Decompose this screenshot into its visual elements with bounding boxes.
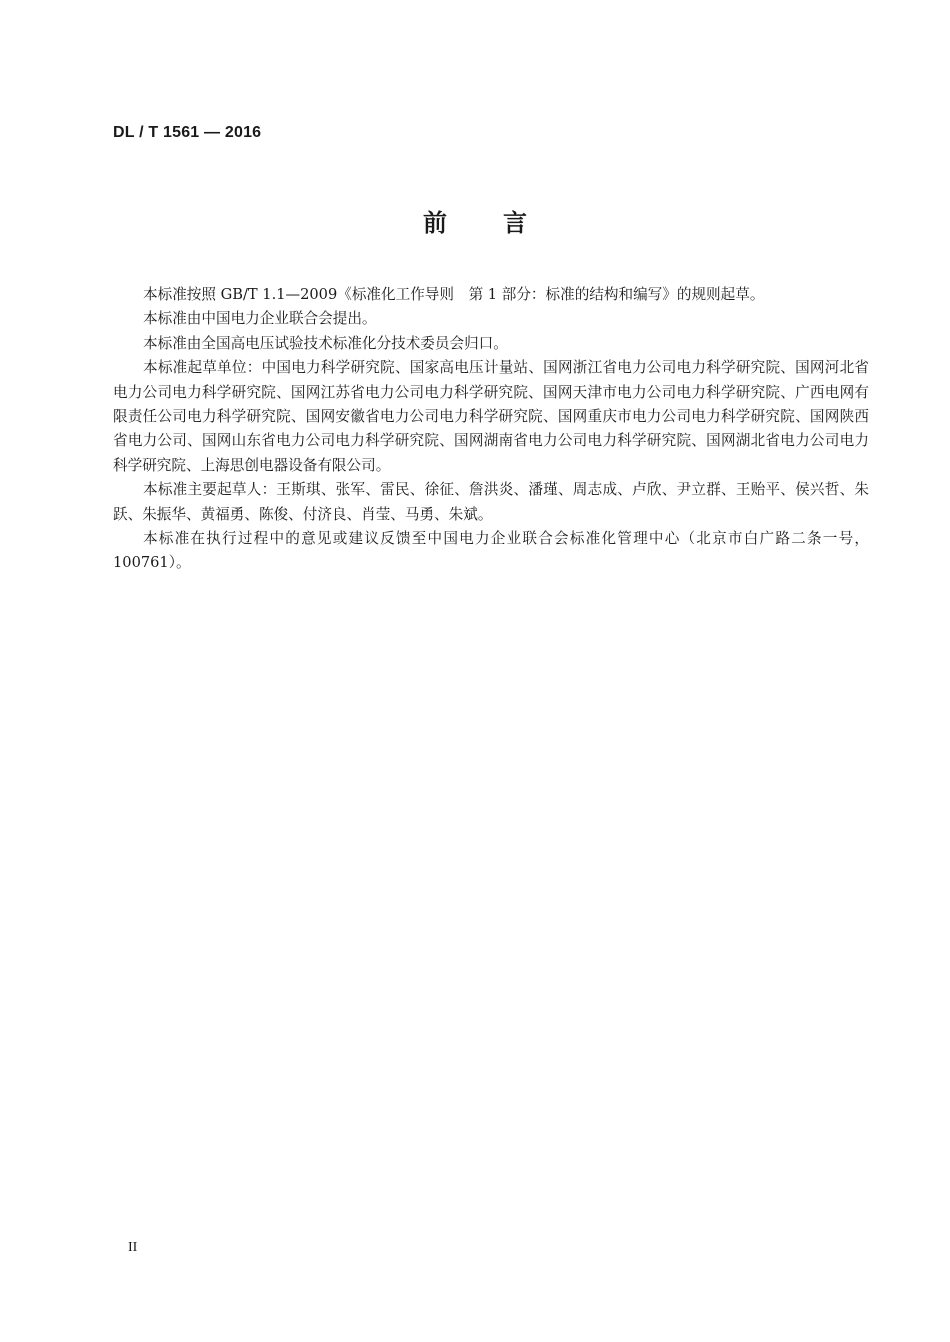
standard-code: DL / T 1561 — 2016 <box>113 124 262 141</box>
page-number: II <box>128 1240 138 1255</box>
foreword-body <box>113 283 869 576</box>
paragraph-technical-committee: 本标准由全国高电压试验技术标准化分技术委员会归口。 <box>143 334 508 352</box>
paragraph-drafting-units: 本标准起草单位：中国电力科学研究院、国家高电压计量站、国网浙江省电力公司电力科学研究院、国网河北省电力公司电力科学研究院、国网江苏省电力公司电力科学研究院、国网天津市电力公司电力科学研究院、广西电网有限责任公司电力科学研究院、国网安徽省电力公司电力科学研究院、国网重庆市电力公司电力科学研究院、国网陕西省电力公司、国网山东省电力公司电力科学研究院、国网湖南省电力公司电力科学研究院、国网湖北省电力公司电力科学研究院、上海思创电器设备有限公司。 <box>113 359 869 474</box>
title-char-1: 前 <box>423 209 447 237</box>
paragraph-feedback: 本标准在执行过程中的意见或建议反馈至中国电力企业联合会标准化管理中心（北京市白广路二条一号，100761）。 <box>113 530 869 572</box>
paragraph-drafters: 本标准主要起草人：王斯琪、张军、雷民、徐征、詹洪炎、潘瑾、周志成、卢欣、尹立群、王贻平、侯兴哲、朱跃、朱振华、黄福勇、陈俊、付济良、肖莹、马勇、朱斌。 <box>113 481 869 523</box>
paragraph-proposer: 本标准由中国电力企业联合会提出。 <box>143 310 377 328</box>
title-char-2: 言 <box>503 209 527 237</box>
paragraph-drafting-rules: 本标准按照 GB/T 1.1—2009《标准化工作导则 第 1 部分：标准的结构和编写》的规则起草。 <box>143 286 765 303</box>
page-title <box>0 203 950 238</box>
